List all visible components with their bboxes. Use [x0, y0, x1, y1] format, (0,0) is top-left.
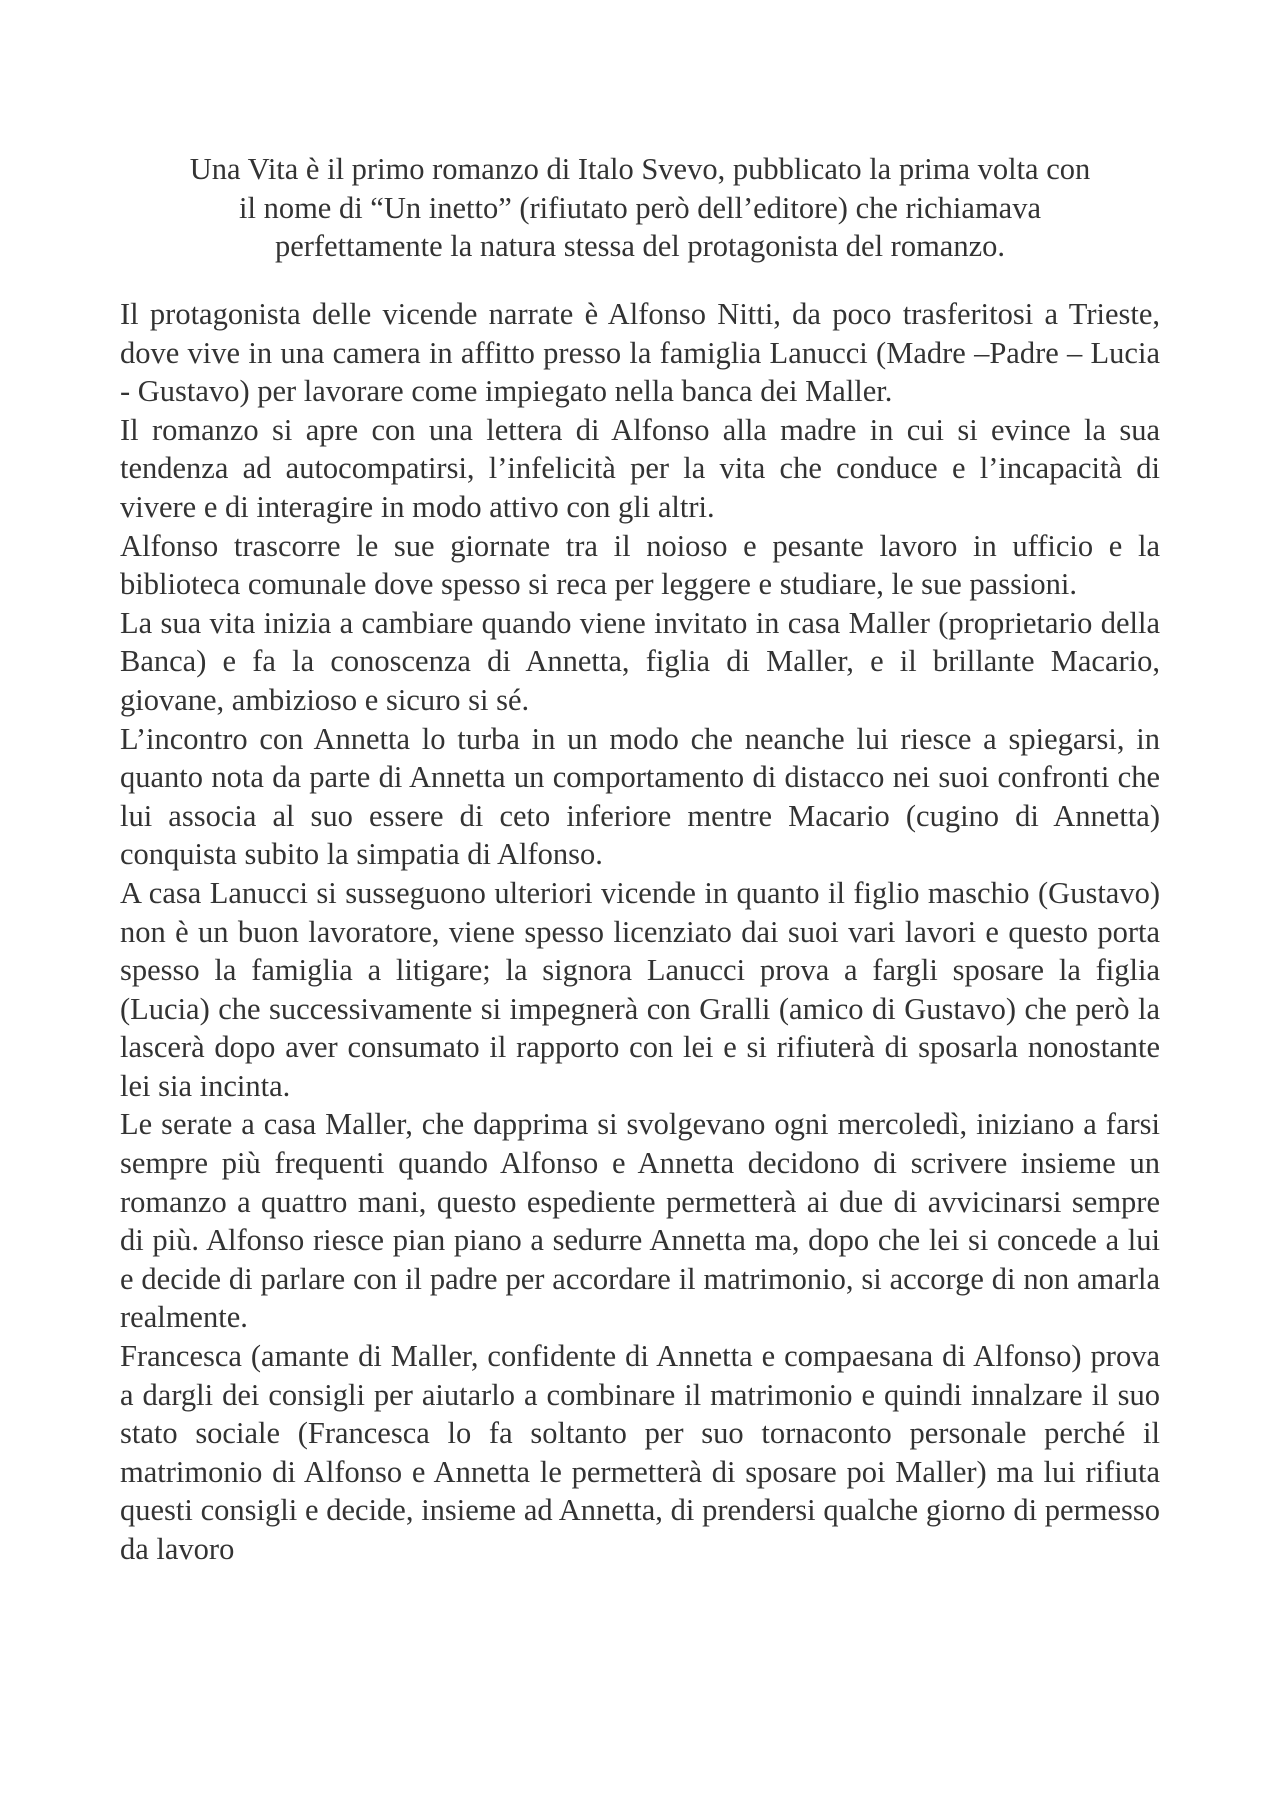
body-text [120, 295, 1160, 1569]
paragraph-francesca: Francesca (amante di Maller, confidente di Annetta e compaesana di Alfonso) prova a dargli dei consigli per aiutarlo a combinare il matrimonio e quindi innalzare il suo stato sociale (Francesca lo fa soltanto per suo tornaconto personale perché il matrimonio di Alfonso e Annetta le permetterà di sposare poi Maller) ma lui rifiuta questi consigli e decide, insieme ad Annetta, di prendersi qualche giorno di permesso da lavoro [120, 1339, 1160, 1566]
paragraph-evenings: Le serate a casa Maller, che dapprima si svolgevano ogni mercoledì, iniziano a farsi sempre più frequenti quando Alfonso e Annetta decidono di scrivere insieme un romanzo a quattro mani, questo espediente permetterà ai due di avvicinarsi sempre di più. Alfonso riesce pian piano a sedurre Annetta ma, dopo che lei si concede a lui e decide di parlare con il padre per accordare il matrimonio, si accorge di non amarla realmente. [120, 1107, 1160, 1335]
paragraph-annetta-meeting: L’incontro con Annetta lo turba in un modo che neanche lui riesce a spiegarsi, in quanto nota da parte di Annetta un comportamento di distacco nei suoi confronti che lui associa al suo essere di ceto inferiore mentre Macario (cugino di Annetta) conquista subito la simpatia di Alfonso. [120, 721, 1160, 872]
paragraph-protagonist: Il protagonista delle vicende narrate è Alfonso Nitti, da poco trasferitosi a Trieste, dove vive in una camera in affitto presso la famiglia Lanucci (Madre –Padre – Lucia - Gustavo) per lavorare come impiegato nella banca dei Maller. [120, 297, 1160, 409]
paragraph-maller-house: La sua vita inizia a cambiare quando viene invitato in casa Maller (proprietario della Banca) e fa la conoscenza di Annetta, figlia di Maller, e il brillante Macario, giovane, ambizioso e sicuro si sé. [120, 605, 1160, 717]
paragraph-letter: Il romanzo si apre con una lettera di Alfonso alla madre in cui si evince la sua tendenza ad autocompatirsi, l’infelicità per la vita che conduce e l’incapacità di vivere e di interagire in modo attivo con gli altri. [120, 412, 1160, 524]
intro-line: perfettamente la natura stessa del protagonista del romanzo. [274, 229, 1006, 263]
paragraph-days: Alfonso trascorre le sue giornate tra il noioso e pesante lavoro in ufficio e la biblioteca comunale dove spesso si reca per leggere e studiare, le sue passioni. [120, 528, 1160, 602]
intro-line: Una Vita è il primo romanzo di Italo Svevo, pubblicato la prima volta con [189, 152, 1091, 186]
intro-paragraph [120, 150, 1160, 266]
intro-line: il nome di “Un inetto” (rifiutato però dell’editore) che richiamava [239, 190, 1041, 225]
paragraph-lanucci-house: A casa Lanucci si susseguono ulteriori vicende in quanto il figlio maschio (Gustavo) non è un buon lavoratore, viene spesso licenziato dai suoi vari lavori e questo porta spesso la famiglia a litigare; la signora Lanucci prova a fargli sposare la figlia (Lucia) che successivamente si impegnerà con Gralli (amico di Gustavo) che però la lascerà dopo aver consumato il rapporto con lei e si rifiuterà di sposarla nonostante lei sia incinta. [120, 875, 1160, 1103]
